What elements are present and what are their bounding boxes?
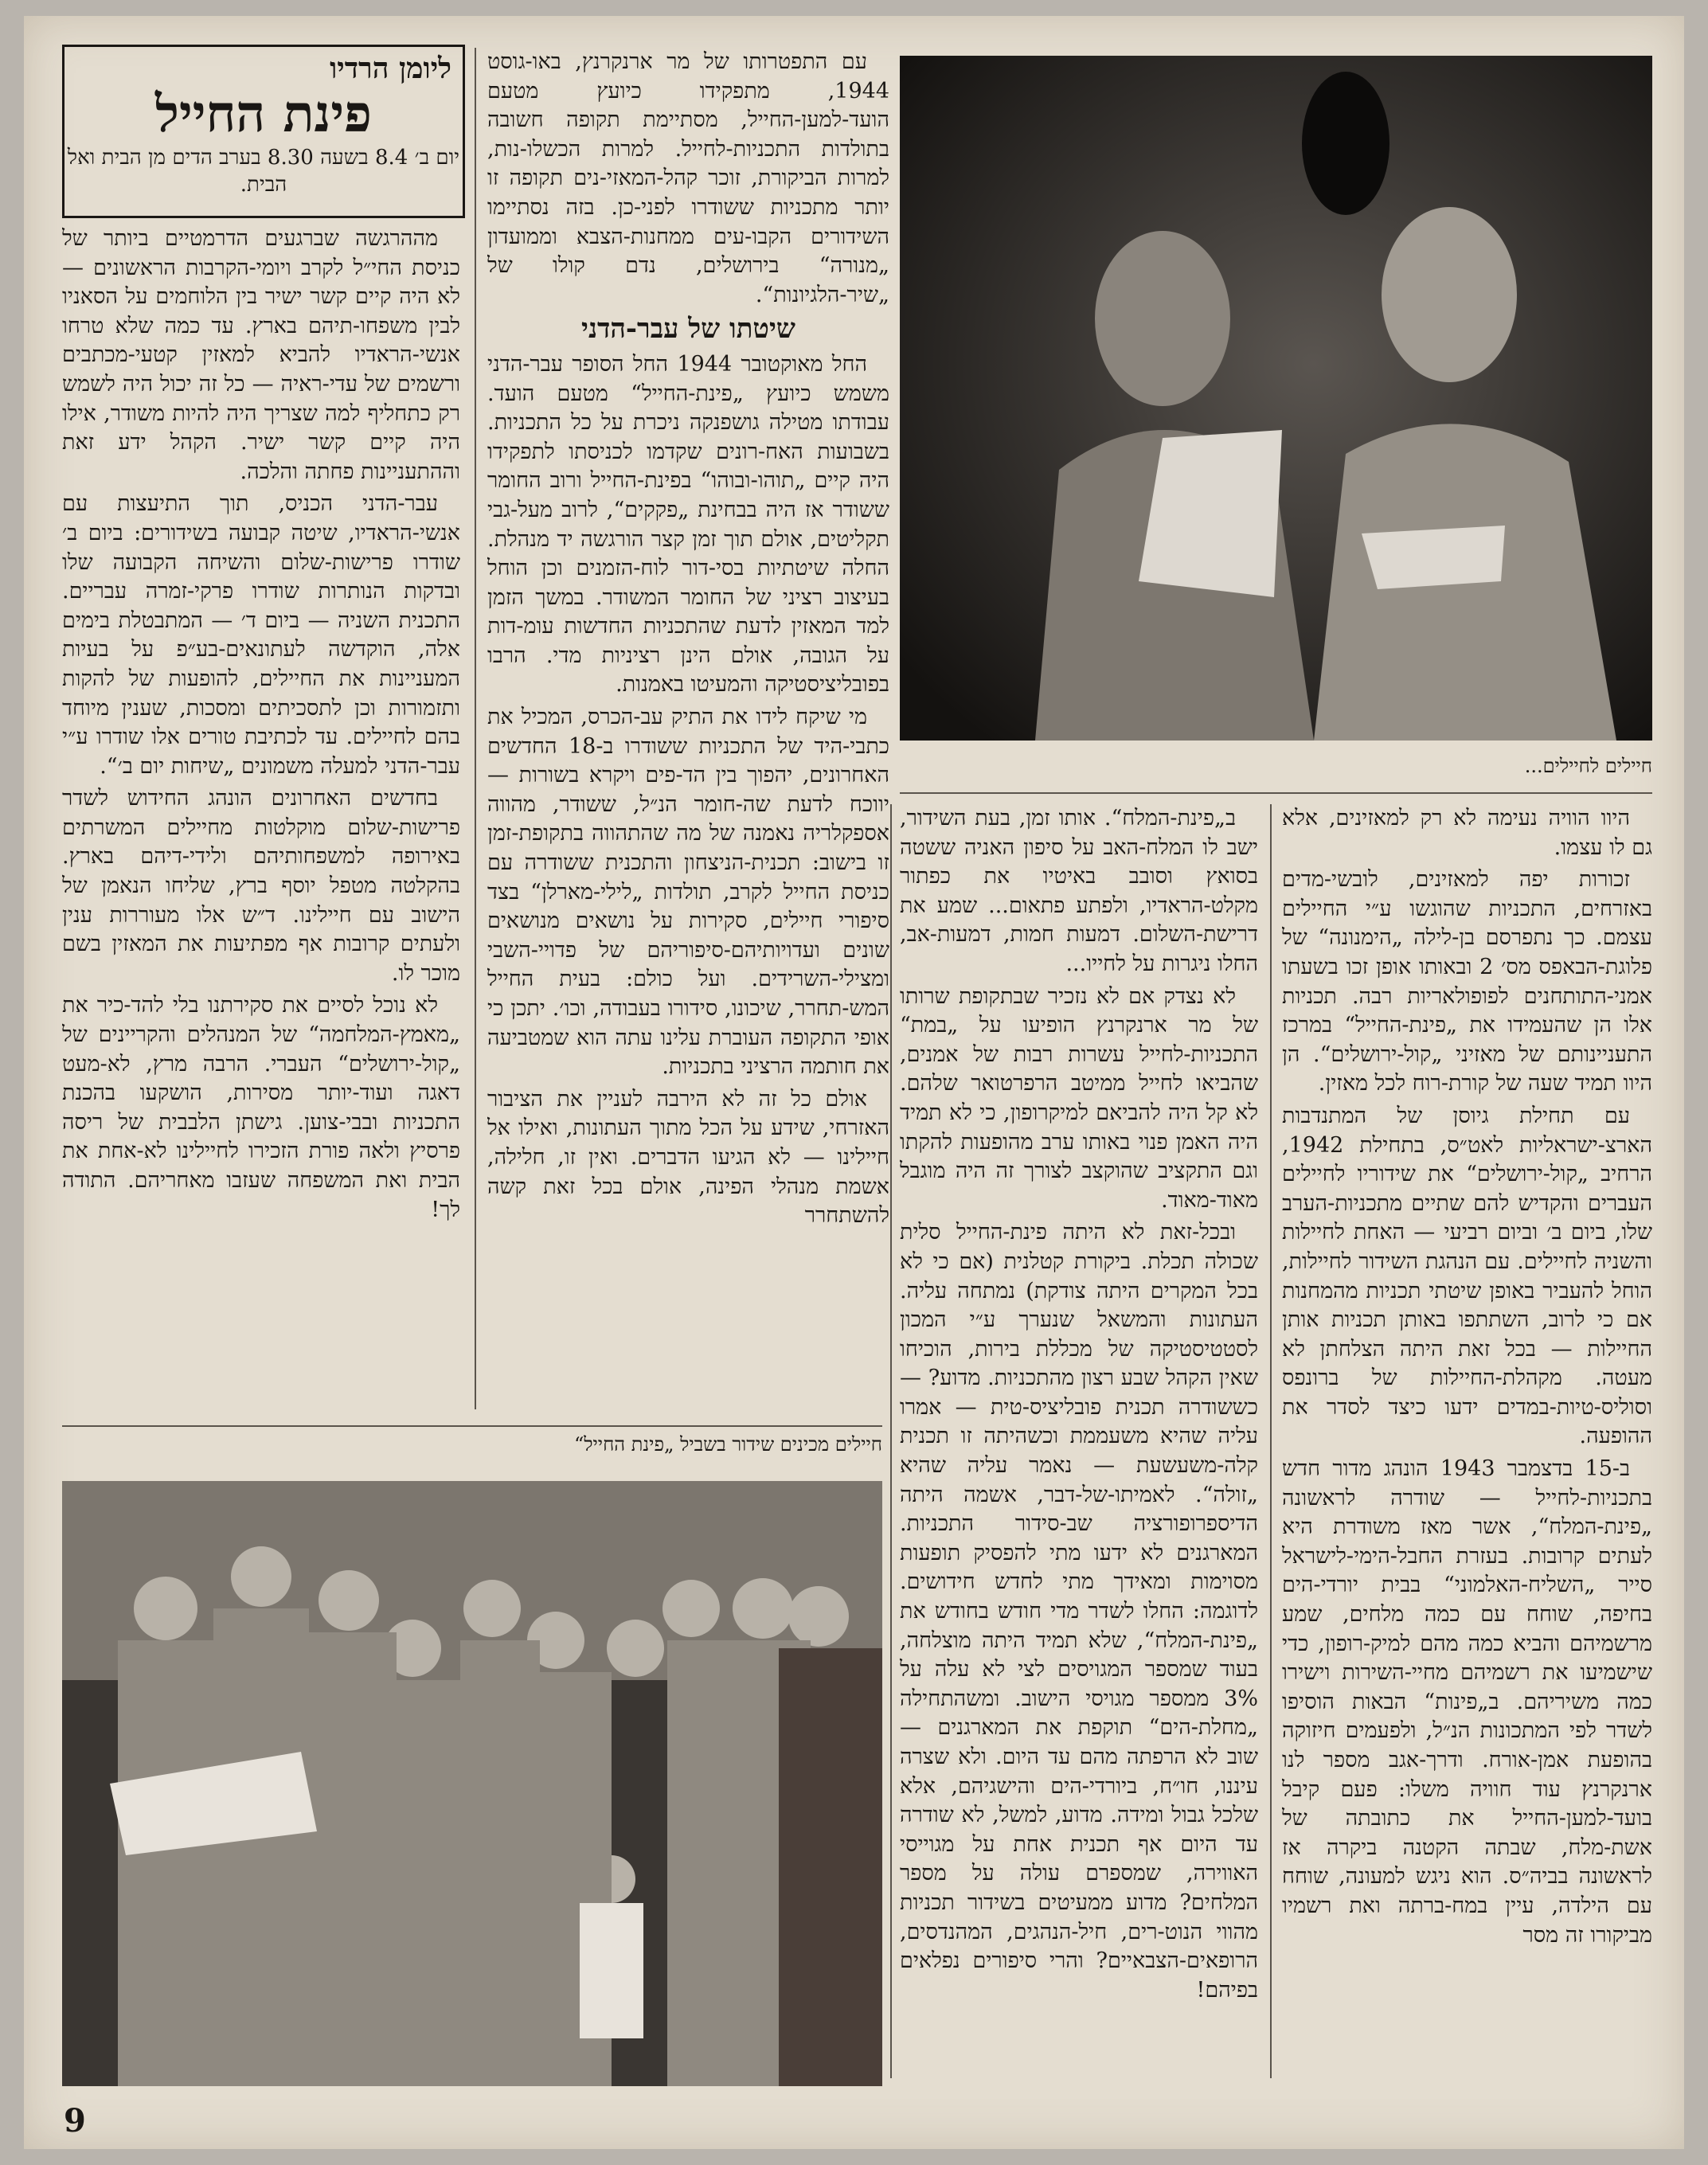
column-middle [487, 48, 889, 1409]
paragraph: ב-15 בדצמבר 1943 הונהג מדור חדש בתכניות-לחייל — שודרה לראשונה „פינת-המלח“, אשר מאז משודרת היא לעתים קרובות. בעזרת החבל-הימי-לישראל סייר „השליח-האלמוני“ בבית יורדי-הים בחיפה, שוחח עם כמה מלחים, שמע מרשמיהם והביא כמה מהם למיק-רופון, כדי שישמיעו את רשמיהם מחיי-השירות וישירו כמה משיריהם. ב„פינות“ הבאות הוסיפו לשדר לפי המתכונות הנ״ל, ולפעמים חיזוקה בהופעת אמן-אורח. ודרך-אגב מספר לנו ארנקרנץ עוד חוויה משלו: פעם קיבל בועד-למען-החייל את כתובתה של אשת-מלח, שבתה הקטנה ביקרה אז לראשונה בביה״ס. הוא ניגש למעונה, שוחח עם הילדה, עיין במח-ברתה ואת רשמיו מביקורו זה מסר [1282, 1456, 1652, 1948]
paragraph: עם תחילת גיוסן של המתנדבות הארצ-ישראליות לאט״ס, בתחילת 1942, הרחיב „קול-ירושלים“ את שידוריו לחיילים העברים והקדיש להם שתיים מתכניות-הערב שלו, ביום ב׳ וביום רביעי — האחת לחיילות והשניה לחיילים. עם הנהגת השידור לחיילות, הוחל להעביר באופן שיטתי תכניות מהמחנות אם כי לרוב, השתתפו באותן תכניות אותן החיילות — בכל זאת היתה הצלחתן לא מעטה. מקהלת-החיילות של ברונפס וסוליס-טיות-במדים ידעו כיצד לסדר את ההופעה. [1282, 1103, 1652, 1449]
photo-soldiers-microphone [900, 56, 1652, 741]
photo-soldiers-broadcast [62, 1481, 882, 2086]
magazine-page [24, 16, 1684, 2149]
masthead-over-title: ליומן הרדיו [330, 52, 451, 85]
masthead-box [62, 45, 465, 218]
paragraph: לא נוכל לסיים את סקירתנו בלי להד-כיר את „מאמץ-המלחמה“ של המנהלים והקריינים של „קול-ירושלים“ העברי. הרבה מרץ, לא-מעט דאגה ועוד-יותר מסירות, הושקעו בהכנת התכניות ובבי-צוען. גישתן הלבבית של ריסה פרסיץ ולאה פורת הזכירו לחיילינו לא-אחת את הבית ואת המשפחה שעזבו מאחריהם. התודה לך! [62, 993, 460, 1222]
paragraph: מההרגשה שברגעים הדרמטיים ביותר של כניסת החי״ל לקרב ויומי-הקרבות הראשונים — לא היה קיים קשר ישיר בין הלוחמים על הסאניו לבין משפחו-תיהם בארץ. עד כמה שלא טרחו אנשי-הראדיו להביא למאזין קטעי-מכתבים ורשמים של עדי-ראיה — כל זה יכול היה לשמש רק כתחליף למה שצריך היה להיות משודר, אילו היה קיים קשר ישיר. הקהל ידע זאת וההתעניינות פחתה והלכה. [62, 226, 460, 484]
paragraph: מי שיקח לידו את התיק עב-הכרס, המכיל את כתבי-היד של התכניות ששודרו ב-18 החדשים האחרונים, יהפוך בין הד-פים ויקרא בשורות — יווכח לדעת שה-חומר הנ״ל, ששודר, מהווה אספקלריה נאמנה של מה שהתהווה בתקופת-זמן זו בישוב: תכנית-הניצחון והתכנית ששודרה עם כניסת החייל לקרב, תולדות „לילי-מארלן“ בצד סיפורי חיילים, סקירות על נושאים מנושאים שונים ועדויותיהם-סיפוריהם של פדויי-השבי ומצילי-השרידים. ועל כולם: בעית החייל המש-תחרר, שיכונו, סידורו בעבודה, וכו׳. יתכן כי אופי התקופה העוברת עלינו עתה הוא שמטביעה את חותמה הרציני בתכניות. [487, 705, 889, 1080]
paragraph: זכורות יפה למאזינים, לובשי-מדים באזרחים, התכניות שהוגשו ע״י החיילים עצמם. כך נתפרסם בן-לילה „הימנונה“ של פלוגת-הבאפס מס׳ 2 ובאותו אופן זכו בשעתו אמני-התותחנים לפופולאריות רבה. תכניות אלו הן שהעמידו את „פינת-החייל“ במרכז התעניינותם של מאזיני „קול-ירושלים“. הן היוו תמיד שעה של קורת-רוח לכל מאזין. [1282, 867, 1652, 1096]
paragraph: עבר-הדני הכניס, תוך התיעצות עם אנשי-הראדיו, שיטה קבועה בשידורים: ביום ב׳ שודרו פרישות-שלום והשיחה הקבועה שלו ובדקות הנותרות שודרו פרקי-זמרה עבריים. התכנית השניה — ביום ד׳ — המתבטלת בימים אלה, הוקדשה לעתונאים-בע״פ על בעיות המעניינות את החיילים, להופעות של להקות ותזמורות וכן לתסכיתים ומסכות, שענין מיוחד בהם לחיילים. עד לכתיבת טורים אלו שודרו ע״י עבר-הדני למעלה משמונים „שיחות יום ב׳“. [62, 491, 460, 779]
masthead-title: פינת החייל [155, 84, 372, 144]
paragraph: לא נצדק אם לא נזכיר שבתקופת שרותו של מר ארנקרנץ הופיעו על „במת“ התכניות-לחייל עשרות רבות של אמנים, שהביאו לחייל ממיטב הרפרטואר שלהם. לא קל היה להביאם למיקרופון, כי לא תמיד היה האמן פנוי באותו ערב מהופעות להקתו וגם התקציב שהוקצב לצורך זה היה מוגבל מאוד-מאוד. [900, 983, 1258, 1213]
photo-image [62, 1481, 882, 2086]
column-rule [475, 48, 476, 1409]
section-rule [62, 1425, 882, 1427]
page-number: 9 [64, 2102, 86, 2140]
paragraph: אולם כל זה לא הירבה לעניין את הציבור האזרחי, שידע על הכל מתוך העתונות, ואילו אל חיילינו — לא הגיעו הדברים. ואין זו, חלילה, אשמת מנהלי הפינה, אולם בכל זאת קשה להשתחרר [487, 1086, 889, 1229]
photo-caption-bottom: חיילים מכינים שידור בשביל „פינת החייל“ [574, 1433, 882, 1456]
photo-caption-top: חיילים לחיילים... [1524, 755, 1652, 777]
paragraph: עם התפטרותו של מר ארנקרנץ, באו-גוסט 1944, מתפקידו כיועץ מטעם הועד-למען-החייל, מסתיימת תקופה חשובה בתולדות התכניות-לחייל. למרות הכשלו-נות, למרות הביקורת, זוכר קהל-המאזי-נים תקופה זו יותר מתכניות ששודרו לפני-כן. בזה נסתיימו השידורים הקבו-עים ממחנות-הצבא וממועדון „מנורה“ בירושלים, נדם קולו של „שיר-הלגיונות“. [487, 49, 889, 307]
photo-image [900, 56, 1652, 741]
section-rule [900, 792, 1652, 794]
paragraph: היוו הוויה נעימה לא רק למאזינים, אלא גם לו עצמו. [1282, 806, 1652, 860]
column-rule [890, 804, 892, 2078]
column-right-bottom [1282, 804, 1652, 2078]
column-left [62, 225, 460, 1411]
section-heading: שיטתו של עבר-הדני [581, 313, 795, 346]
paragraph: ובכל-זאת לא היתה פינת-החייל סלית שכולה תכלת. ביקורת קטלנית (אם כי לא בכל המקרים היתה צודקת) נמתחה עליה. העתונות והמשאל שנערך ע״י המכון לסטטיסטיקה של מכללת בירות, הוכיחו שאין הקהל שבע רצון מהתכניות. מדוע? — כששודרה תכנית פובליציס-טית — אמרו עליה שהיא משעממת וכשהיתה זו תכנית קלה-משעשעת — נאמר עליה שהיא „זולה“. לאמיתו-של-דבר, אשמה היתה הדיספרופורציה שב-סידור התכניות. המארגנים לא ידעו מתי להפסיק תופעות מסוימות ומאידך מתי לחדש חידושים. לדוגמה: החלו לשדר מדי חודש בחודש את „פינת-המלח“, שלא תמיד היתה מוצלחה, בעוד שמספר המגויסים לצי לא עלה על 3% ממספר מגויסי הישוב. ומשהתחילה „מחלת-הים“ תוקפת את המארגנים — שוב לא הרפתה מהם עד היום. ולא שצרה עיננו, חו״ח, ביורדי-הים והישגיהם, אלא שלכל גבול ומידה. מדוע, למשל, לא שודרה עד היום אף תכנית אחת על מגוייסי האווירה, שמספרם עולה על מספר המלחים? מדוע ממעיטים בשידור תכניות מהווי הנוט-רים, חיל-הנהגים, המהנדסים, הרופאים-הצבאיים? והרי סיפורים נפלאים בפיהם! [900, 1220, 1258, 2003]
column-center-bottom [900, 804, 1258, 2078]
paragraph: החל מאוקטובר 1944 החל הסופר עבר-הדני משמש כיועץ „פינת-החייל“ מטעם הועד. עבודתו מטילה גושפנקה ניכרת על כל התכניות. בשבועות האח-רונים שקדמו לכניסתו לתפקידו היה קיים „תוהו-ובוהו“ בפינת-החייל ורוב החומר ששודר אז היה בבחינת „פקקים“, לרוב מעל-גבי תקליטים, אולם תוך זמן קצר הורגשה יד מנהלת. החלה שיטתיות בסי-דור לוח-הזמנים וכן הוחל בעיצוב רציני של החומר המשודר. במשך הזמן למד המאזין לדעת שהתכניות החדשות עומ-דות על הגובה, אולם הינן רציניות מדי. הרבו בפובליציסטיקה והמעיטו באמנות. [487, 351, 889, 698]
paragraph: ב„פינת-המלח“. אותו זמן, בעת השידור, ישב לו המלח-האב על סיפון האניה ששטה בסואץ וסובב באיטיו את כפתור מקלט-הראדיו, ולפתע פתאום... שמע את דרישת-השלום. דמעות חמות, דמעות-אב, החלו ניגרות על לחייו... [900, 806, 1258, 976]
paragraph: בחדשים האחרונים הונהג החידוש לשדר פרישות-שלום מוקלטות מחיילים המשרתים באירופה למשפחותיהם ולידי-דיהם בארץ. בהקלטה מטפל יוסף ברץ, שליחו הנאמן של הישוב עם חיילינו. ד״ש אלו מעוררות ענין ולעתים קרובות אף מפתיעות את המאזין בשם מוכר לו. [62, 786, 460, 986]
masthead-subtitle: יום ב׳ 8.4 בשעה 8.30 בערב הדים מן הבית ואל הבית. [67, 146, 460, 197]
column-rule [1270, 804, 1272, 2078]
